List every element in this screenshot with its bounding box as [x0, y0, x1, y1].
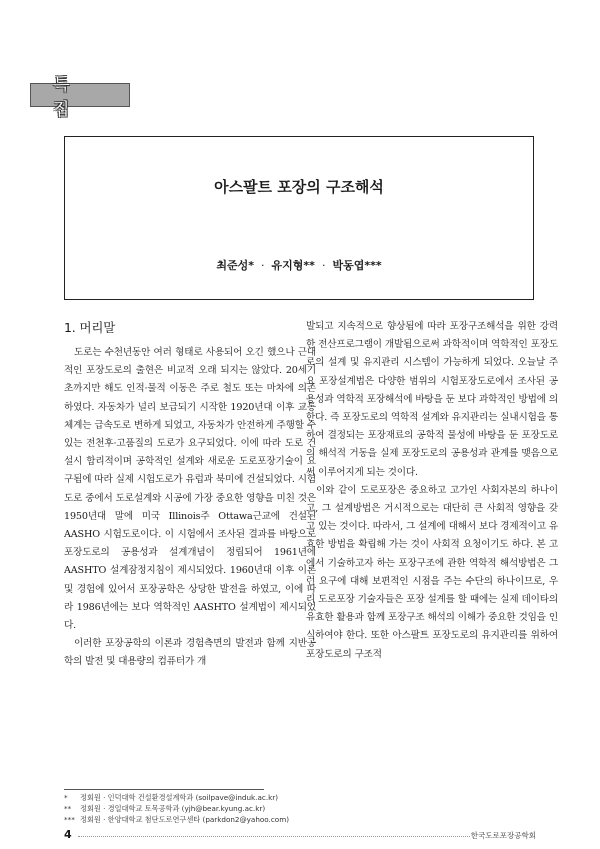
section-badge: [30, 75, 130, 120]
section-heading: 1. 머리말: [64, 320, 116, 335]
footnote: [64, 803, 464, 814]
footnote-text: 정회원 · 인덕대학 건설환경설계학과 (soilpave@induk.ac.kr): [80, 793, 279, 802]
footnote-mark: **: [64, 804, 72, 813]
left-column: [64, 318, 316, 672]
body-paragraph: 발되고 지속적으로 향상됨에 따라 포장구조해석을 위한 강력한 전산프로그램이 개발됨으로써 과학적이며 역학적인 포장도로의 설계 및 유지관리 시스템이 가능하게 되었다. 오늘날 주요 포장설계법은 다양한 범위의 시험포장도로에서 조사된 공용성과 역학적 포장해석에 바탕을 둔 보다 과학적인 방법에 의한다. 즉 포장도로의 역학적 설계와 유지관리는 실내시험을 통하여 결정되는 포장재료의 공학적 물성에 바탕을 둔 포장도로의 해석적 거동을 실제 포장도로의 공용성과 관계를 맺음으로써 이루어지게 되는 것이다.: [306, 321, 558, 478]
author-separator: ·: [321, 259, 326, 272]
footnote-text: 정회원 · 한양대학교 첨단도로연구센타 (parkdon2@yahoo.com): [80, 815, 289, 824]
footnote: [64, 814, 464, 825]
body-paragraph: 도로는 수천년동안 여러 형태로 사용되어 오긴 했으나 근대적인 포장도로의 출현은 비교적 오래 되지는 않았다. 20세기 초까지만 해도 인적·물적 이동은 주로 철도 또는 마차에 의존하였다. 자동차가 널리 보급되기 시작한 1920년대 이후 교통체계는 급속도로 변하게 되었고, 자동차가 안전하게 주행할 수 있는 전천후·고품질의 도로가 요구되었다. 이에 따라 도로 건설시 합리적이며 공학적인 설계와 새로운 도로포장기술이 요구됨에 따라 실제 시험도로가 유럽과 북미에 건설되었다. 시험도로 중에서 도로설계와 시공에 가장 중요한 영향을 미친 것은 1950년대 말에 미국 Illinois주 Ottawa근교에 건설된 AASHO 시험도로이다. 이 시험에서 조사된 결과를 바탕으로 포장도로의 공용성과 설계개념이 정립되어 1961년에 AASHTO 설계잠정지침이 제시되었다. 1960년대 이후 이론 및 경험에 있어서 포장공학은 상당한 발전을 하였고, 이에 따라 1986년에는 보다 역학적인 AASHTO 설계법이 제시되었다.: [64, 347, 316, 632]
footnote-mark: ***: [64, 815, 75, 824]
author-1: 최준성*: [216, 259, 255, 272]
footer-society-name: 한국도로포장공학회: [470, 831, 536, 840]
footnote-divider: [64, 789, 264, 790]
author-separator: ·: [261, 259, 265, 272]
author-2: 유지형**: [271, 259, 315, 272]
paper-title: 아스팔트 포장의 구조해석: [214, 178, 384, 196]
section-badge-label: 특집: [53, 75, 92, 120]
author-3: 박동엽***: [332, 259, 382, 272]
body-paragraph: 이러한 포장공학의 이론과 경험측면의 발전과 함께 지반공학의 발전 및 대용량의 컴퓨터가 개: [64, 638, 316, 668]
title-box: [64, 136, 534, 300]
footnote: [64, 792, 464, 803]
body-paragraph: 이와 같이 도로포장은 중요하고 고가인 사회자본의 하나이고, 그 설계방법은 거시적으로는 대단히 큰 사회적 영향을 갖고 있는 것이다. 따라서, 그 설계에 대해서 보다 경제적이고 유효한 방법을 확립해 가는 것이 사회적 요청이기도 하다. 본 고에서 기술하고자 하는 포장구조에 관한 역학적 해석방법은 그런 요구에 대해 보편적인 시점을 주는 수단의 하나이므로, 우리 도로포장 기술자들은 포장 설계를 할 때에는 실제 데이타의 유효한 활용과 함께 포장구조 해석의 이해가 중요한 것임을 인식하여야 한다. 또한 아스팔트 포장도로의 유지관리를 위하여 포장도로의 구조적: [306, 484, 558, 660]
footnote-mark: *: [64, 793, 68, 802]
footnotes: [64, 792, 464, 825]
right-column: [306, 318, 558, 664]
footer-divider: [78, 836, 470, 837]
author-list: [65, 257, 533, 273]
page-number: 4: [64, 828, 72, 841]
footnote-text: 정회원 · 경일대학교 토목공학과 (yjh@bear.kyung.ac.kr): [80, 804, 266, 813]
